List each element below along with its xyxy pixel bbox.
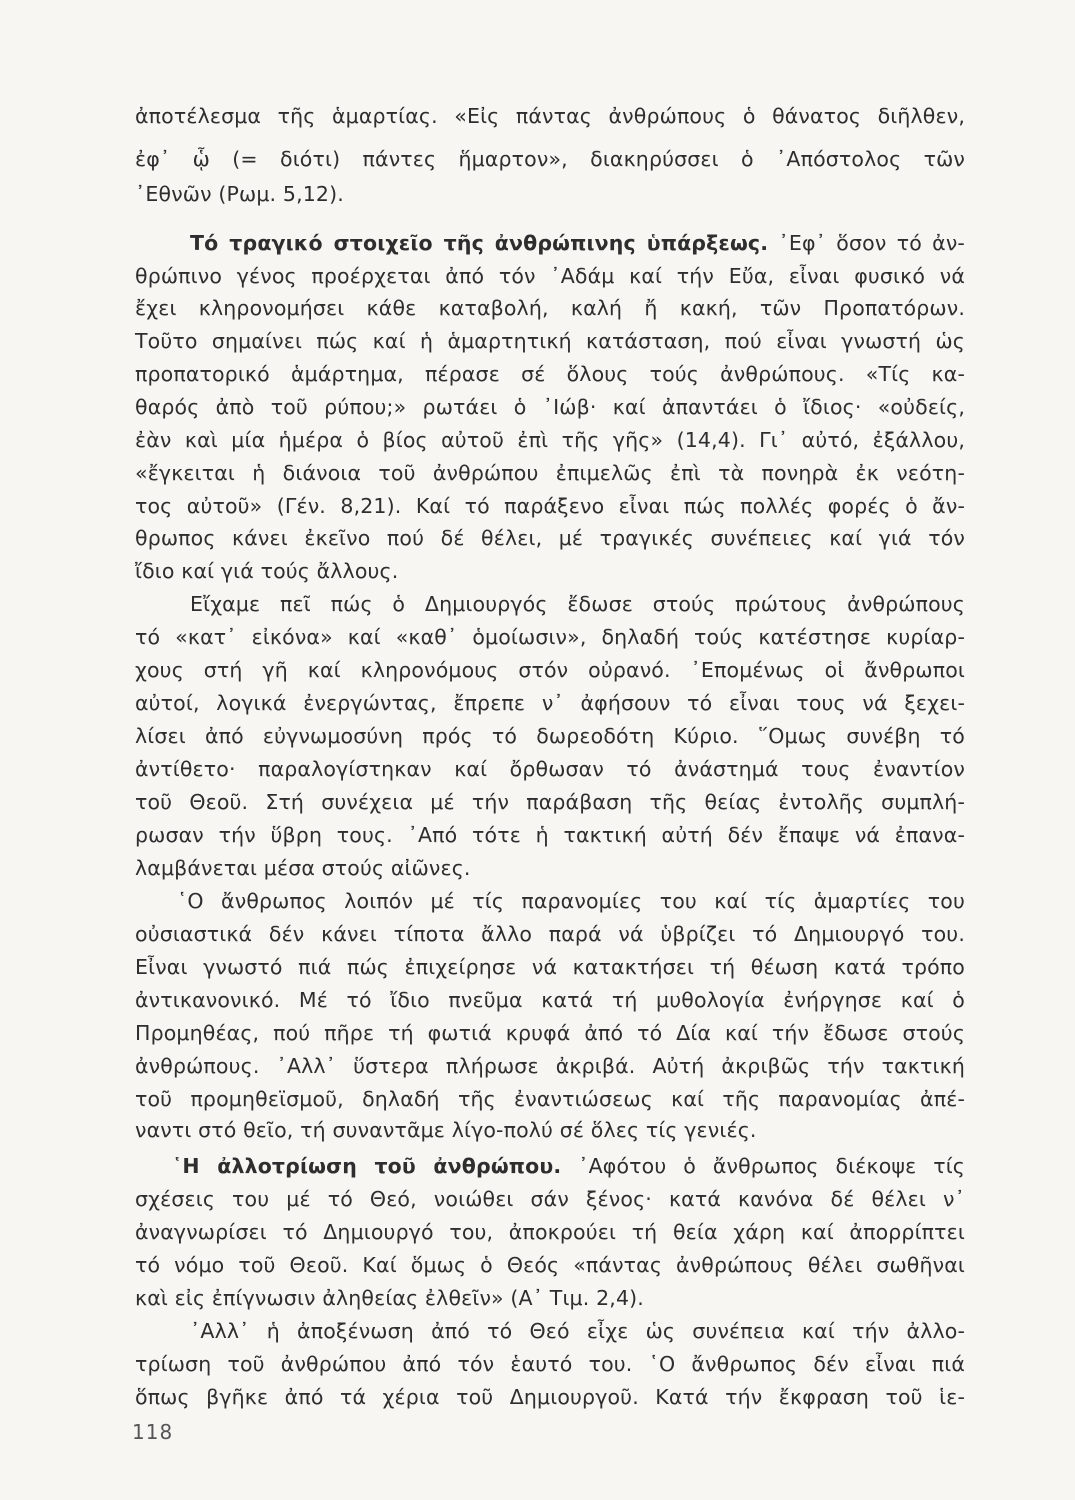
text-line: ἀποτέλεσμα τῆς ἁμαρτίας. «Εἰς πάντας ἀνθρώπους ὁ θάνατος διῆλθεν, [135, 104, 965, 128]
text-line: Προμηθέας, πού πῆρε τή φωτιά κρυφά ἀπό τό Δία καί τήν ἔδωσε στούς [135, 1021, 965, 1045]
text-line: οὐσιαστικά δέν κάνει τίποτα ἄλλο παρά νά ὑβρίζει τό Δημιουργό του. [135, 922, 965, 946]
text-line: «ἔγκειται ἡ διάνοια τοῦ ἀνθρώπου ἐπιμελῶς ἐπὶ τὰ πονηρὰ ἐκ νεότη- [135, 461, 965, 485]
text-line: τό «κατ᾽ εἰκόνα» καί «καθ᾽ ὁμοίωσιν», δηλαδή τούς κατέστησε κυρίαρ- [135, 625, 965, 649]
text-line: αὐτοί, λογικά ἐνεργώντας, ἔπρεπε ν᾽ ἀφήσουν τό εἶναι τους νά ξεχει- [135, 691, 965, 715]
section-heading-alienation: ῾Η ἀλλοτρίωση τοῦ ἀνθρώπου. [172, 1154, 562, 1178]
text-line: ἀντικανονικό. Μέ τό ἴδιο πνεῦμα κατά τή μυθολογία ἐνήργησε καί ὁ [135, 988, 965, 1012]
text-line: Εἴχαμε πεῖ πώς ὁ Δημιουργός ἔδωσε στούς πρώτους ἀνθρώπους [190, 592, 965, 616]
text-line: θαρός ἀπὸ τοῦ ρύπου;» ρωτάει ὁ ᾽Ιώβ· καί ἀπαντάει ὁ ἴδιος· «οὐδείς, [135, 395, 965, 419]
text-line: ῾Ο ἄνθρωπος λοιπόν μέ τίς παρανομίες του καί τίς ἁμαρτίες του [177, 889, 965, 913]
text-line: προπατορικό ἁμάρτημα, πέρασε σέ ὅλους τούς ἀνθρώπους. «Τίς κα- [135, 362, 965, 386]
section-heading-tragic-element: Τό τραγικό στοιχεῖο τῆς ἀνθρώπινης ὑπάρξεως. [190, 231, 769, 255]
text-line: θρώπινο γένος προέρχεται ἀπό τόν ᾽Αδάμ καί τήν Εὔα, εἶναι φυσικό νά [135, 264, 965, 288]
text-line: ἴδιο καί γιά τούς ἄλλους. [135, 559, 399, 583]
text-line: ἔχει κληρονομήσει κάθε καταβολή, καλή ἤ κακή, τῶν Προπατόρων. [135, 296, 965, 320]
text-line: ἐφ᾽ ᾧ (= διότι) πάντες ἥμαρτον», διακηρύσσει ὁ ᾽Απόστολος τῶν [135, 147, 965, 171]
text-line: ἀναγνωρίσει τό Δημιουργό του, ἀποκρούει τή θεία χάρη καί ἀπορρίπτει [135, 1220, 965, 1244]
text-line: ἀνθρώπους. ᾽Αλλ᾽ ὕστερα πλήρωσε ἀκριβά. Αὐτή ἀκριβῶς τήν τακτική [135, 1054, 965, 1078]
text-line: τρίωση τοῦ ἀνθρώπου ἀπό τόν ἑαυτό του. ῾Ο ἄνθρωπος δέν εἶναι πιά [135, 1352, 965, 1376]
text-line: Τοῦτο σημαίνει πώς καί ἡ ἁμαρτητική κατάσταση, πού εἶναι γνωστή ὡς [135, 329, 965, 353]
text-line: ναντι στό θεῖο, τή συναντᾶμε λίγο-πολύ σέ ὅλες τίς γενιές. [135, 1118, 757, 1142]
text-line: σχέσεις του μέ τό Θεό, νοιώθει σάν ξένος· κατά κανόνα δέ θέλει ν᾽ [135, 1187, 965, 1211]
text-span: ᾽Εφ᾽ ὅσον τό ἀν- [778, 231, 965, 255]
paragraph-line-with-heading [172, 1150, 965, 1183]
text-line: ᾽Εθνῶν (Ρωμ. 5,12). [135, 182, 344, 206]
text-line: ἀντίθετο· παραλογίστηκαν καί ὄρθωσαν τό ἀνάστημά τους ἐναντίον [135, 757, 965, 781]
text-line: λαμβάνεται μέσα στούς αἰῶνες. [135, 856, 471, 880]
text-line: τοῦ Θεοῦ. Στή συνέχεια μέ τήν παράβαση τῆς θείας ἐντολῆς συμπλή- [135, 790, 965, 814]
page-number: 118 [132, 1420, 174, 1444]
text-line: λίσει ἀπό εὐγνωμοσύνη πρός τό δωρεοδότη Κύριο. ῞Ομως συνέβη τό [135, 724, 965, 748]
text-span: ᾽Αφότου ὁ ἄνθρωπος διέκοψε τίς [578, 1154, 965, 1178]
text-line: θρωπος κάνει ἐκεῖνο πού δέ θέλει, μέ τραγικές συνέπειες καί γιά τόν [135, 526, 965, 550]
text-line: ρωσαν τήν ὕβρη τους. ᾽Από τότε ἡ τακτική αὐτή δέν ἔπαψε νά ἐπανα- [135, 823, 965, 847]
text-line: τος αὐτοῦ» (Γέν. 8,21). Καί τό παράξενο εἶναι πώς πολλές φορές ὁ ἄν- [135, 494, 965, 518]
text-line: ᾽Αλλ᾽ ἡ ἀποξένωση ἀπό τό Θεό εἶχε ὡς συνέπεια καί τήν ἀλλο- [190, 1319, 965, 1343]
text-line: χους στή γῆ καί κληρονόμους στόν οὐρανό. ᾽Επομένως οἱ ἄνθρωποι [135, 658, 965, 682]
text-line: ἐὰν καὶ μία ἡμέρα ὁ βίος αὐτοῦ ἐπὶ τῆς γῆς» (14,4). Γι᾽ αὐτό, ἐξάλλου, [135, 428, 965, 452]
text-line: Εἶναι γνωστό πιά πώς ἐπιχείρησε νά κατακτήσει τή θέωση κατά τρόπο [135, 955, 965, 979]
text-line: τοῦ προμηθεϊσμοῦ, δηλαδή τῆς ἐναντιώσεως καί τῆς παρανομίας ἀπέ- [135, 1087, 965, 1111]
paragraph-line-with-heading [190, 227, 965, 260]
text-line: ὅπως βγῆκε ἀπό τά χέρια τοῦ Δημιουργοῦ. Κατά τήν ἔκφραση τοῦ ἱε- [135, 1385, 965, 1409]
text-line: καὶ εἰς ἐπίγνωσιν ἀληθείας ἐλθεῖν» (Α᾽ Τιμ. 2,4). [135, 1286, 644, 1310]
text-line: τό νόμο τοῦ Θεοῦ. Καί ὅμως ὁ Θεός «πάντας ἀνθρώπους θέλει σωθῆναι [135, 1253, 965, 1277]
